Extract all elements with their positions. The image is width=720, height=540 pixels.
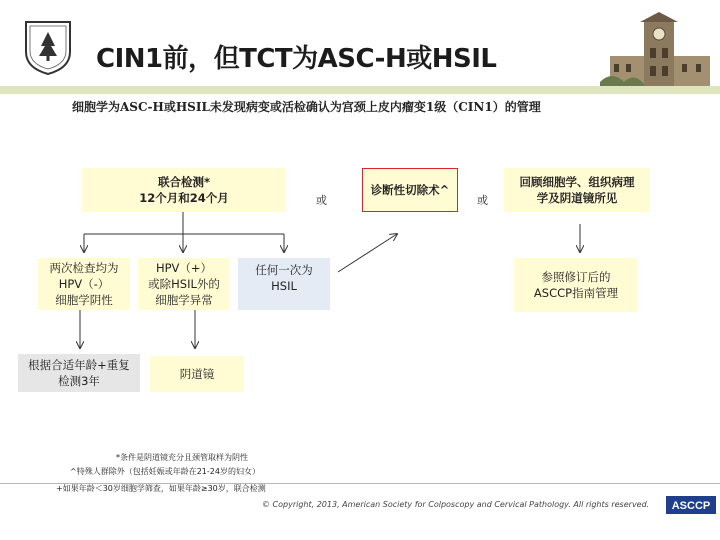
arrow-hsil-to-excision bbox=[338, 234, 397, 272]
both-negative-box: 两次检查均为 HPV（-） 细胞学阴性 bbox=[38, 258, 130, 310]
footnote-1: *条件是阴道镜充分且颈管取样为阴性 bbox=[116, 453, 248, 462]
diagnostic-excision-box: 诊断性切除术^ bbox=[362, 168, 458, 212]
footnote-3: +如果年龄＜30岁细胞学筛查，如果年龄≥30岁，联合检测 bbox=[56, 484, 266, 493]
asccp-guideline-box: 参照修订后的 ASCCP指南管理 bbox=[514, 258, 638, 312]
page-title: CIN1前，但TCT为ASC-H或HSIL bbox=[96, 44, 497, 74]
repeat-test-box: 根据合适年龄+重复 检测3年 bbox=[18, 354, 140, 392]
or-label-2: 或 bbox=[477, 194, 488, 207]
or-label-1: 或 bbox=[316, 194, 327, 207]
footer-divider bbox=[0, 483, 720, 484]
colposcopy-box: 阴道镜 bbox=[150, 356, 244, 392]
copyright-text: © Copyright, 2013, American Society for Colposcopy and Cervical Pathology. All rights reserved. bbox=[262, 500, 650, 509]
review-findings-box: 回顾细胞学、组织病理 学及阴道镜所见 bbox=[504, 168, 650, 212]
hpv-positive-box: HPV（+） 或除HSIL外的 细胞学异常 bbox=[138, 258, 230, 310]
asccp-logo-icon bbox=[666, 496, 716, 514]
footnote-2: ^特殊人群除外（包括妊娠或年龄在21-24岁的妇女） bbox=[70, 467, 260, 476]
cotest-box: 联合检测* 12个月和24个月 bbox=[82, 168, 286, 212]
page-subtitle: 细胞学为ASC-H或HSIL未发现病变或活检确认为宫颈上皮内瘤变1级（CIN1）的管理 bbox=[72, 100, 541, 114]
any-hsil-box: 任何一次为 HSIL bbox=[238, 258, 330, 310]
asccp-logo-text: ASCCP bbox=[671, 500, 711, 512]
